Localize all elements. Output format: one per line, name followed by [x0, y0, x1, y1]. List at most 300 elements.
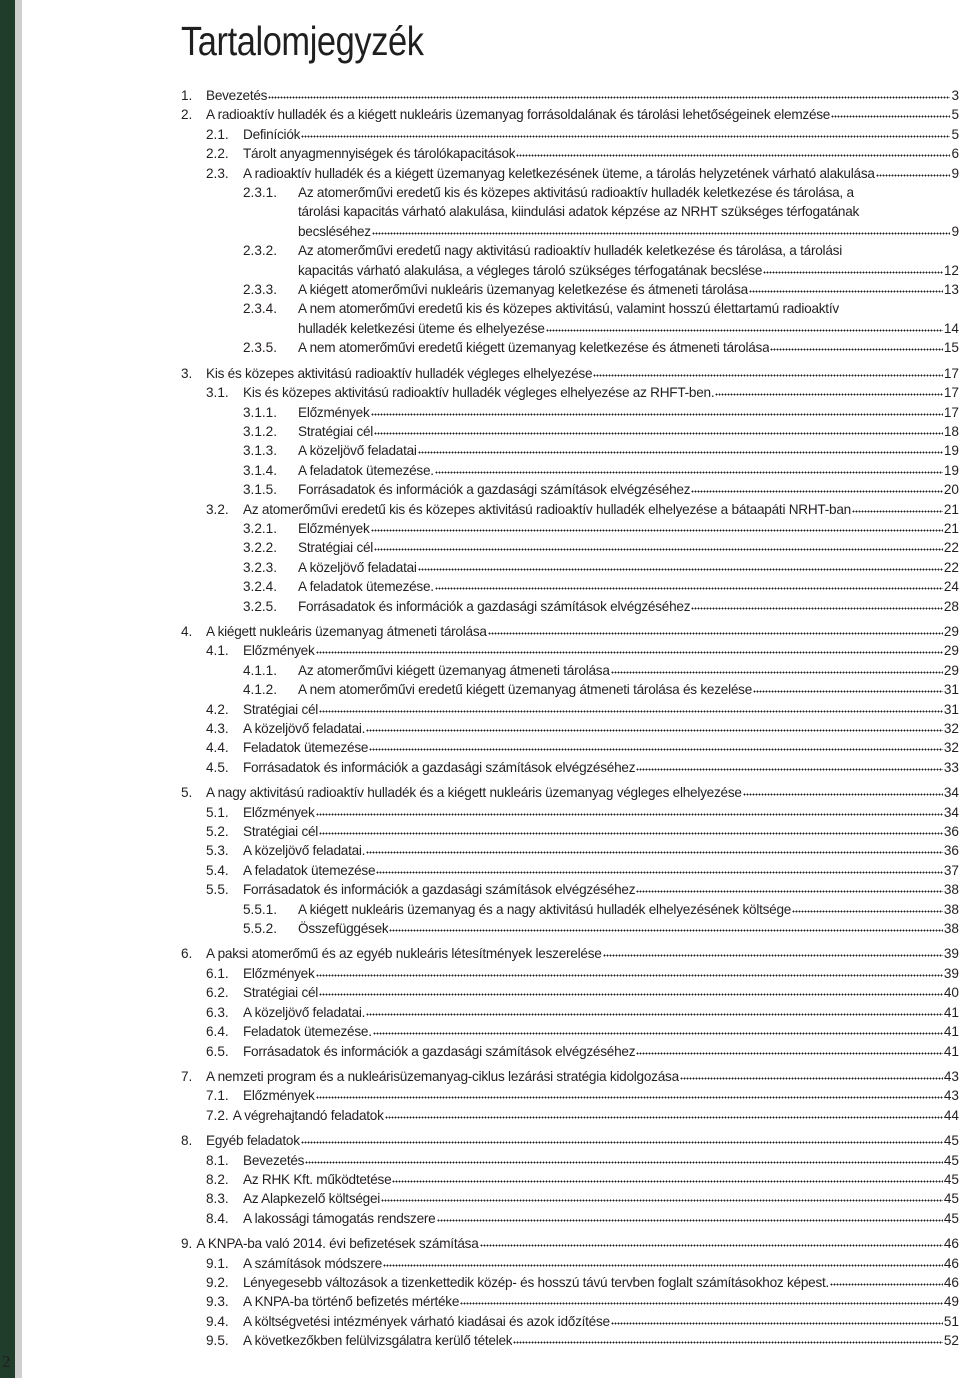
toc-entry[interactable] [181, 803, 959, 822]
dot-leader [691, 601, 943, 611]
toc-entry-page: 28 [943, 598, 959, 614]
toc-entry-title: Forrásadatok és információk a gazdasági számítások elvégzéséhez [298, 482, 691, 498]
toc-entry-page: 45 [943, 1191, 959, 1207]
toc-entry-page: 29 [943, 643, 959, 659]
toc-entry-page: 32 [943, 740, 959, 756]
toc-entry-title: Az RHK Kft. működtetése [243, 1171, 392, 1187]
toc-entry-page: 52 [943, 1333, 959, 1349]
toc-entry-number: 3.2.1. [243, 520, 278, 536]
toc-entry-title: becsléséhez [298, 223, 371, 239]
toc-entry-page: 3 [951, 88, 959, 103]
dot-leader [369, 742, 943, 752]
dot-leader [480, 1238, 943, 1248]
toc-entry-page: 17 [943, 385, 959, 401]
toc-entry[interactable] [181, 500, 959, 519]
toc-entry-number: 5.5.2. [243, 921, 278, 937]
toc-entry-page: 32 [943, 721, 959, 736]
toc-entry-number: 3.2.5. [243, 598, 278, 614]
toc-entry-number: 9.5. [206, 1333, 229, 1349]
toc-entry-number: 6.5. [206, 1043, 229, 1059]
toc-entry-page: 43 [943, 1088, 959, 1104]
toc-entry-number: 5.5.1. [243, 901, 278, 917]
toc-entry-title: A közeljövő feladatai. [243, 843, 366, 859]
dot-leader [435, 465, 943, 475]
toc-entry-text-line: tárolási kapacitás várható alakulása, kiindulási adatok képzése az NRHT szükséges térfogatának [298, 204, 860, 220]
toc-entry-number: 3.1.2. [243, 423, 278, 439]
toc-entry-number: 8. [181, 1133, 193, 1149]
toc-entry[interactable] [181, 758, 959, 777]
toc-entry-page: 6 [951, 146, 959, 162]
dot-leader [316, 807, 943, 817]
dot-leader [366, 723, 943, 733]
toc-entry[interactable] [181, 900, 959, 919]
toc-entry-title: Stratégiai cél [243, 701, 319, 717]
toc-entry-title: Előzmények [243, 965, 315, 981]
dot-leader [316, 645, 943, 655]
toc-entry-title: A feladatok ütemezése [243, 862, 376, 878]
toc-entry[interactable] [181, 861, 959, 880]
toc-entry[interactable] [181, 422, 959, 441]
toc-entry-page: 34 [943, 804, 959, 820]
dot-leader [770, 342, 942, 352]
toc-entry-title: A közeljövő feladatai. [243, 1004, 366, 1020]
toc-entry-number: 3.2.3. [243, 559, 278, 575]
toc-entry-title: Forrásadatok és információk a gazdasági számítások elvégzéséhez [243, 759, 636, 775]
dot-leader [316, 968, 943, 978]
toc-entry-page: 9 [951, 165, 959, 181]
toc-entry-title: A kiégett atomerőművi nukleáris üzemanyag keletkezése és átmeneti tárolása [298, 282, 748, 298]
toc-entry-number: 2.1. [206, 126, 229, 142]
toc-entry-page: 21 [943, 501, 959, 517]
dot-leader [316, 1090, 943, 1100]
toc-entry-number: 6. [181, 946, 193, 962]
toc-entry-page: 45 [943, 1210, 959, 1226]
toc-entry-number: 4.3. [206, 721, 229, 736]
toc-entry[interactable] [181, 538, 959, 557]
page-title: Tartalomjegyzék [181, 18, 424, 64]
toc-entry-number: 8.4. [206, 1210, 229, 1226]
toc-entry-number: 3.2.4. [243, 579, 278, 595]
toc-entry-page: 45 [943, 1152, 959, 1168]
toc-entry-title: A KNPA-ba történő befizetés mértéke [243, 1294, 460, 1310]
toc-entry[interactable] [181, 841, 959, 860]
toc-entry-number: 6.2. [206, 985, 229, 1001]
toc-entry[interactable] [181, 164, 959, 183]
toc-entry-number: 3.1.1. [243, 404, 278, 420]
dot-leader [546, 323, 943, 333]
toc-entry-number: 2.3.2. [243, 243, 278, 259]
dot-leader [763, 265, 943, 275]
toc-entry-number: 9.3. [206, 1294, 229, 1310]
toc-entry-page: 24 [943, 579, 959, 595]
toc-entry-title: A feladatok ütemezése. [298, 579, 434, 595]
toc-entry[interactable] [181, 1170, 959, 1189]
toc-entry[interactable] [181, 1022, 959, 1041]
toc-entry-title: Feladatok ütemezése [243, 740, 369, 756]
toc-entry-page: 41 [943, 1043, 959, 1059]
dot-leader [268, 90, 950, 100]
toc-entry-number: 3.1.3. [243, 443, 278, 459]
toc-entry[interactable] [181, 144, 959, 163]
toc-entry-page: 31 [943, 701, 959, 717]
dot-leader [715, 387, 942, 397]
toc-entry-page: 51 [943, 1313, 959, 1329]
toc-entry-page: 12 [943, 262, 959, 278]
toc-entry[interactable] [181, 1042, 959, 1061]
toc-entry-title: Összefüggések [298, 921, 389, 937]
toc-entry-number: 3.1. [206, 385, 229, 401]
toc-entry[interactable] [181, 105, 959, 124]
toc-entry-text-line: Az atomerőművi eredetű nagy aktivitású radioaktív hulladék keletkezése és tárolása, a tárolási [298, 243, 842, 259]
toc-entry-title: Forrásadatok és információk a gazdasági számítások elvégzéséhez [243, 882, 636, 898]
toc-entry-title: Bevezetés [206, 88, 268, 103]
toc-entry-page: 31 [943, 682, 959, 698]
toc-entry-page: 29 [943, 662, 959, 678]
toc-entry[interactable] [181, 719, 959, 738]
dot-leader [371, 523, 943, 533]
toc-entry-page: 5 [951, 107, 959, 123]
toc-entry[interactable] [181, 299, 959, 338]
dot-leader [374, 426, 943, 436]
toc-entry-page: 38 [943, 882, 959, 898]
toc-entry-title: A költségvetési intézmények várható kiadásai és azok időzítése [243, 1313, 610, 1329]
dot-leader [435, 581, 943, 591]
toc-entry-title: A feladatok ütemezése. [298, 462, 434, 478]
dot-leader [373, 1026, 943, 1036]
toc-entry-number: 2.3.3. [243, 282, 278, 298]
toc-entry-title: A kiégett nukleáris üzemanyag átmeneti tárolása [206, 623, 487, 639]
toc-entry-title: Stratégiai cél [243, 985, 319, 1001]
dot-leader [852, 504, 943, 514]
toc-entry-title: A közeljövő feladatai. [243, 721, 366, 736]
toc-entry-page: 21 [943, 520, 959, 536]
toc-entry-number: 2.3.4. [243, 301, 278, 317]
toc-entry-page: 18 [943, 423, 959, 439]
toc-entry-page: 17 [943, 404, 959, 420]
toc-entry-number: 8.3. [206, 1191, 229, 1207]
toc-entry-number: 5.1. [206, 804, 229, 820]
toc-entry[interactable] [181, 480, 959, 499]
dot-leader [319, 826, 943, 836]
toc-entry[interactable] [181, 403, 959, 422]
toc-entry-number: 8.1. [206, 1152, 229, 1168]
toc-entry[interactable] [181, 338, 959, 357]
toc-entry-page: 41 [943, 1004, 959, 1020]
toc-entry-title: Az atomerőművi eredetű kis és közepes aktivitású radioaktív hulladék elhelyezése a bátaapáti NRHT-ban [243, 501, 851, 517]
dot-leader [319, 704, 943, 714]
toc-entry-title: Tárolt anyagmennyiségek és tárolókapacitások [243, 146, 516, 162]
table-of-contents [181, 86, 959, 1351]
toc-entry-title: Feladatok ütemezése. [243, 1024, 372, 1040]
toc-entry-title: hulladék keletkezési üteme és elhelyezése [298, 320, 545, 336]
toc-entry[interactable] [181, 700, 959, 719]
toc-entry[interactable] [181, 641, 959, 660]
dot-leader [301, 129, 950, 139]
toc-entry-page: 38 [943, 901, 959, 917]
toc-entry-page: 49 [943, 1294, 959, 1310]
toc-entry-number: 6.3. [206, 1004, 229, 1020]
toc-entry-number: 9. [181, 1236, 193, 1252]
toc-entry-title: Előzmények [243, 643, 315, 659]
toc-entry-number: 4. [181, 623, 193, 639]
toc-entry-page: 36 [943, 843, 959, 859]
toc-entry-title: A közeljövő feladatai [298, 559, 417, 575]
dot-leader [383, 1258, 943, 1268]
toc-entry-title: Az Alapkezelő költségei [243, 1191, 381, 1207]
toc-entry-page: 14 [943, 320, 959, 336]
toc-entry[interactable] [181, 783, 959, 802]
dot-leader [392, 1174, 943, 1184]
toc-entry[interactable] [181, 86, 959, 105]
toc-entry-number: 5.2. [206, 824, 229, 840]
toc-entry-title: A radioaktív hulladék és a kiégett üzemanyag keletkezésének üteme, a tárolás helyzetének várható alakulása [243, 165, 875, 181]
toc-entry[interactable] [181, 680, 959, 699]
side-margin-bar [0, 0, 22, 1378]
toc-entry-number: 2. [181, 107, 193, 123]
page-number: 2 [2, 1352, 11, 1371]
toc-entry-page: 44 [943, 1107, 959, 1123]
toc-entry-title: Stratégiai cél [298, 540, 374, 556]
dot-leader [305, 1155, 943, 1165]
toc-entry[interactable] [181, 383, 959, 402]
toc-entry[interactable] [181, 577, 959, 596]
toc-entry-page: 45 [943, 1171, 959, 1187]
dot-leader [389, 923, 942, 933]
toc-entry[interactable] [181, 519, 959, 538]
dot-leader [366, 845, 943, 855]
toc-entry-page: 39 [943, 965, 959, 981]
toc-entry-number: 4.1. [206, 643, 229, 659]
toc-entry-page: 39 [943, 946, 959, 962]
toc-entry-page: 46 [943, 1274, 959, 1290]
toc-entry[interactable] [181, 919, 959, 938]
dot-leader [876, 168, 951, 178]
side-color-band [0, 0, 15, 1378]
toc-entry[interactable] [181, 1209, 959, 1228]
toc-entry-title: Előzmények [243, 1088, 315, 1104]
toc-entry-number: 9.2. [206, 1274, 229, 1290]
toc-entry-page: 22 [943, 559, 959, 575]
dot-leader [418, 445, 943, 455]
toc-entry-title: Az atomerőművi kiégett üzemanyag átmeneti tárolása [298, 662, 610, 678]
dot-leader [830, 1277, 943, 1287]
toc-entry-title: Kis és közepes aktivitású radioaktív hulladék végleges elhelyezése az RHFT-ben. [243, 385, 715, 401]
toc-entry-title: A nemzeti program és a nukleárisüzemanyag-ciklus lezárási stratégia kidolgozása [206, 1068, 679, 1084]
toc-entry-number: 3.2. [206, 501, 229, 517]
toc-entry[interactable] [181, 822, 959, 841]
toc-entry-number: 5. [181, 785, 193, 801]
toc-entry-number: 2.3.5. [243, 340, 278, 356]
toc-entry-number: 8.2. [206, 1171, 229, 1187]
toc-entry-title: A KNPA-ba való 2014. évi befizetések számítása [196, 1236, 479, 1252]
dot-leader [636, 1046, 943, 1056]
toc-entry[interactable] [181, 1067, 959, 1086]
dot-leader [374, 542, 943, 552]
toc-entry-number: 6.1. [206, 965, 229, 981]
dot-leader [319, 987, 943, 997]
toc-entry-number: 7.2. [206, 1107, 229, 1123]
toc-entry-page: 33 [943, 759, 959, 775]
toc-entry-page: 22 [943, 540, 959, 556]
dot-leader [460, 1296, 943, 1306]
toc-entry[interactable] [181, 1254, 959, 1273]
toc-entry-page: 43 [943, 1068, 959, 1084]
toc-entry[interactable] [181, 1234, 959, 1253]
dot-leader [611, 665, 943, 675]
toc-entry[interactable] [181, 280, 959, 299]
toc-entry-title: Stratégiai cél [243, 824, 319, 840]
toc-entry-number: 4.1.1. [243, 662, 278, 678]
toc-entry-page: 19 [943, 462, 959, 478]
toc-entry-page: 46 [943, 1236, 959, 1252]
toc-entry[interactable] [181, 461, 959, 480]
toc-entry[interactable] [181, 880, 959, 899]
toc-entry[interactable] [181, 944, 959, 963]
toc-entry[interactable] [181, 1086, 959, 1105]
toc-entry-page: 5 [951, 126, 959, 142]
toc-entry[interactable] [181, 661, 959, 680]
toc-entry-page: 9 [951, 223, 959, 239]
toc-entry-page: 34 [943, 785, 959, 801]
toc-entry-title: Definíciók [243, 126, 301, 142]
toc-entry[interactable] [181, 125, 959, 144]
dot-leader [371, 407, 943, 417]
toc-entry-title: Előzmények [243, 804, 315, 820]
dot-leader [488, 626, 943, 636]
toc-entry-page: 41 [943, 1024, 959, 1040]
dot-leader [513, 1335, 943, 1345]
toc-entry-title: A közeljövő feladatai [298, 443, 417, 459]
toc-entry-page: 20 [943, 482, 959, 498]
toc-entry-page: 19 [943, 443, 959, 459]
toc-entry-title: Stratégiai cél [298, 423, 374, 439]
toc-entry-number: 4.2. [206, 701, 229, 717]
toc-entry[interactable] [181, 1331, 959, 1350]
toc-entry-title: Forrásadatok és információk a gazdasági számítások elvégzéséhez [298, 598, 691, 614]
dot-leader [372, 226, 951, 236]
toc-entry[interactable] [181, 1003, 959, 1022]
toc-entry-title: Bevezetés [243, 1152, 305, 1168]
toc-entry-text-line: Az atomerőművi eredetű kis és közepes aktivitású radioaktív hulladék keletkezése és tárolása, a [298, 185, 854, 201]
toc-entry-page: 37 [943, 862, 959, 878]
toc-entry-title: A lakossági támogatás rendszere [243, 1210, 436, 1226]
toc-entry[interactable] [181, 1189, 959, 1208]
toc-entry-title: A kiégett nukleáris üzemanyag és a nagy aktivitású hulladék elhelyezésének költsége [298, 901, 792, 917]
dot-leader [680, 1071, 943, 1081]
dot-leader [301, 1135, 943, 1145]
toc-entry[interactable] [181, 364, 959, 383]
toc-entry-number: 3.1.5. [243, 482, 278, 498]
toc-entry-number: 2.2. [206, 146, 229, 162]
toc-entry[interactable] [181, 1312, 959, 1331]
toc-entry[interactable] [181, 597, 959, 616]
toc-entry-title: A nem atomerőművi eredetű kiégett üzemanyag átmeneti tárolása és kezelése [298, 682, 753, 698]
dot-leader [691, 484, 943, 494]
toc-entry-title: A nagy aktivitású radioaktív hulladék és a kiégett nukleáris üzemanyag végleges elhelyezése [206, 785, 742, 801]
dot-leader [753, 684, 943, 694]
toc-entry-page: 29 [943, 623, 959, 639]
dot-leader [611, 1316, 943, 1326]
toc-entry-number: 5.4. [206, 862, 229, 878]
toc-entry-page: 17 [943, 365, 959, 381]
toc-entry[interactable] [181, 1131, 959, 1150]
toc-entry-title: Előzmények [298, 520, 370, 536]
toc-entry-title: Előzmények [298, 404, 370, 420]
dot-leader [749, 284, 943, 294]
toc-entry-number: 5.3. [206, 843, 229, 859]
toc-entry[interactable] [181, 558, 959, 577]
toc-entry[interactable] [181, 1292, 959, 1311]
toc-entry[interactable] [181, 1106, 959, 1125]
toc-entry-page: 40 [943, 985, 959, 1001]
toc-entry-number: 7. [181, 1068, 193, 1084]
toc-entry[interactable] [181, 622, 959, 641]
toc-entry-number: 3. [181, 365, 193, 381]
dot-leader [366, 1007, 943, 1017]
toc-entry-page: 13 [943, 282, 959, 298]
toc-entry-page: 45 [943, 1133, 959, 1149]
dot-leader [831, 109, 950, 119]
toc-entry-page: 15 [943, 340, 959, 356]
toc-entry-title: A paksi atomerőmű és az egyéb nukleáris létesítmények leszerelése [206, 946, 602, 962]
dot-leader [516, 148, 950, 158]
toc-entry[interactable] [181, 1273, 959, 1292]
toc-entry-page: 46 [943, 1255, 959, 1271]
toc-entry-number: 6.4. [206, 1024, 229, 1040]
toc-entry[interactable] [181, 964, 959, 983]
toc-entry-title: Egyéb feladatok [206, 1133, 300, 1149]
toc-entry[interactable] [181, 183, 959, 241]
toc-entry-number: 3.2.2. [243, 540, 278, 556]
toc-entry-number: 4.5. [206, 759, 229, 775]
toc-entry-title: A számítások módszere [243, 1255, 383, 1271]
dot-leader [418, 562, 943, 572]
toc-entry-number: 9.4. [206, 1313, 229, 1329]
toc-entry-number: 9.1. [206, 1255, 229, 1271]
dot-leader [376, 865, 943, 875]
dot-leader [792, 904, 943, 914]
toc-entry-number: 5.5. [206, 882, 229, 898]
toc-entry-number: 4.4. [206, 740, 229, 756]
toc-entry-title: A végrehajtandó feladatok [232, 1107, 384, 1123]
dot-leader [593, 368, 943, 378]
dot-leader [385, 1110, 943, 1120]
toc-entry-number: 7.1. [206, 1088, 229, 1104]
toc-entry-number: 2.3. [206, 165, 229, 181]
toc-entry-number: 4.1.2. [243, 682, 278, 698]
toc-entry-title: kapacitás várható alakulása, a végleges tároló szükséges térfogatának becslése [298, 262, 763, 278]
toc-entry-number: 2.3.1. [243, 185, 278, 201]
toc-entry-title: A következőkben felülvizsgálatra kerülő tételek [243, 1333, 513, 1349]
toc-entry-number: 1. [181, 88, 193, 103]
toc-entry[interactable] [181, 738, 959, 757]
toc-entry-text-line: A nem atomerőművi eredetű kis és közepes aktivitású, valamint hosszú élettartamú radioaktív [298, 301, 839, 317]
toc-entry-title: Forrásadatok és információk a gazdasági számítások elvégzéséhez [243, 1043, 636, 1059]
dot-leader [437, 1213, 943, 1223]
toc-entry[interactable] [181, 1151, 959, 1170]
toc-entry[interactable] [181, 241, 959, 280]
toc-entry-page: 36 [943, 824, 959, 840]
dot-leader [381, 1193, 943, 1203]
toc-entry[interactable] [181, 983, 959, 1002]
toc-entry[interactable] [181, 441, 959, 460]
toc-entry-title: Lényegesebb változások a tizenkettedik közép- és hosszú távú tervben foglalt számításokhoz képest. [243, 1274, 830, 1290]
dot-leader [636, 762, 943, 772]
toc-entry-number: 3.1.4. [243, 462, 278, 478]
toc-entry-title: A nem atomerőművi eredetű kiégett üzemanyag keletkezése és átmeneti tárolása [298, 340, 770, 356]
toc-entry-page: 38 [943, 921, 959, 937]
toc-entry-title: Kis és közepes aktivitású radioaktív hulladék végleges elhelyezése [206, 365, 593, 381]
